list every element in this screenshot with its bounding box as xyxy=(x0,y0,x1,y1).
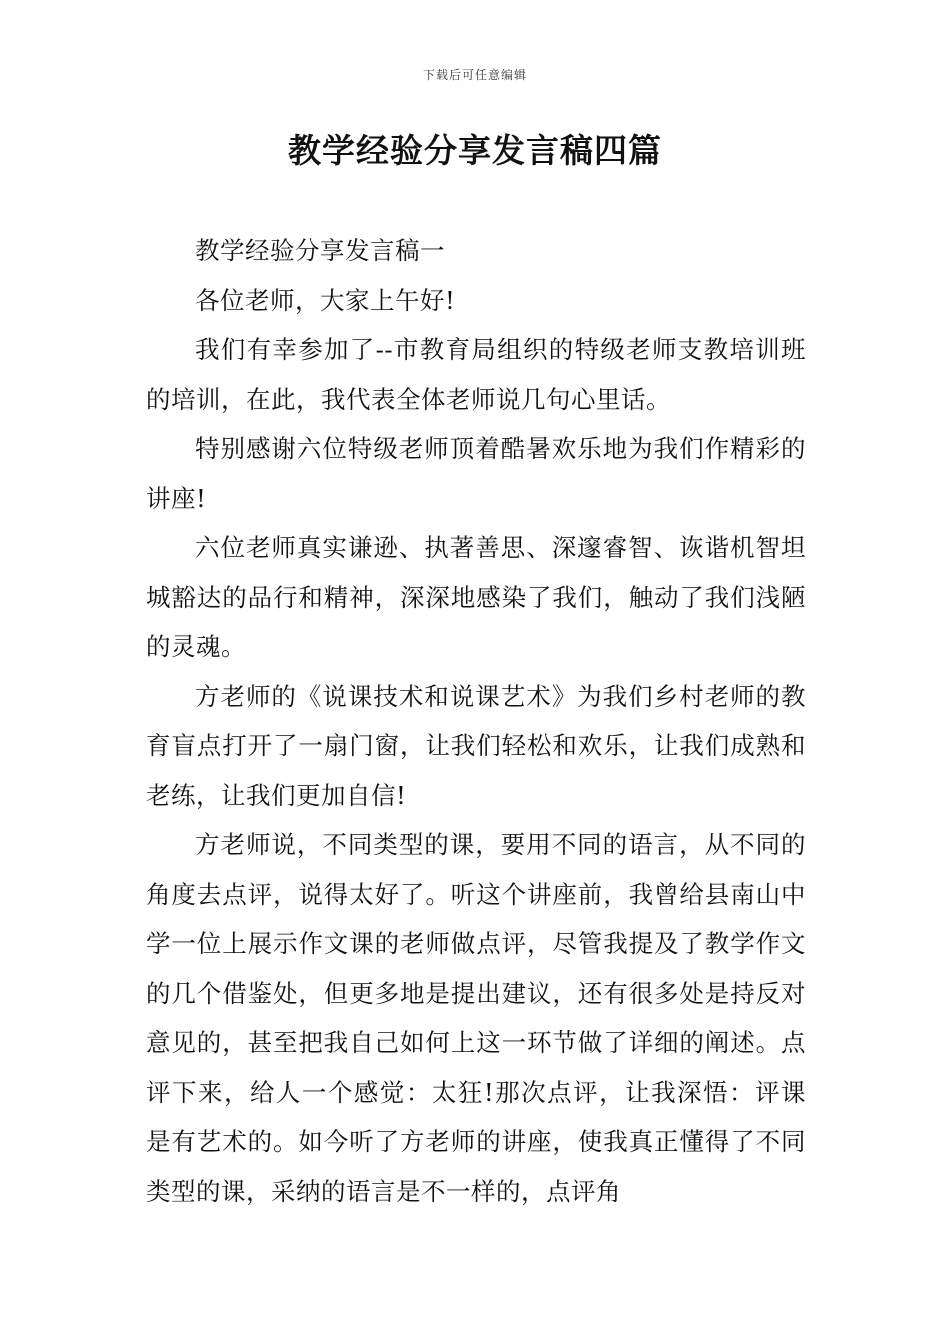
document-body xyxy=(146,226,806,1216)
body-paragraph: 方老师的《说课技术和说课艺术》为我们乡村老师的教育盲点打开了一扇门窗，让我们轻松和欢乐，让我们成熟和老练，让我们更加自信! xyxy=(146,681,806,810)
header-note: 下载后可任意编辑 xyxy=(422,68,527,82)
body-paragraph: 特别感谢六位特级老师顶着酷暑欢乐地为我们作精彩的讲座! xyxy=(146,434,806,513)
document-title: 教学经验分享发言稿四篇 xyxy=(288,131,662,170)
body-paragraph: 我们有幸参加了--市教育局组织的特级老师支教培训班的培训，在此，我代表全体老师说几句心里话。 xyxy=(146,335,806,414)
greeting-paragraph: 各位老师，大家上午好! xyxy=(195,285,456,315)
body-paragraph: 方老师说，不同类型的课，要用不同的语言，从不同的角度去点评，说得太好了。听这个讲座前，我曾给县南山中学一位上展示作文课的老师做点评，尽管我提及了教学作文的几个借鉴处，但更多地是提出建议，还有很多处是持反对意见的，甚至把我自己如何上这一环节做了详细的阐述。点评下来，给人一个感觉：太狂!那次点评，让我深悟：评课是有艺术的。如今听了方老师的讲座，使我真正懂得了不同类型的课，采纳的语言是不一样的，点评角 xyxy=(146,830,806,1206)
body-paragraph: 六位老师真实谦逊、执著善思、深邃睿智、诙谐机智坦城豁达的品行和精神，深深地感染了我们，触动了我们浅陋的灵魂。 xyxy=(146,533,806,661)
section-heading: 教学经验分享发言稿一 xyxy=(195,236,445,265)
